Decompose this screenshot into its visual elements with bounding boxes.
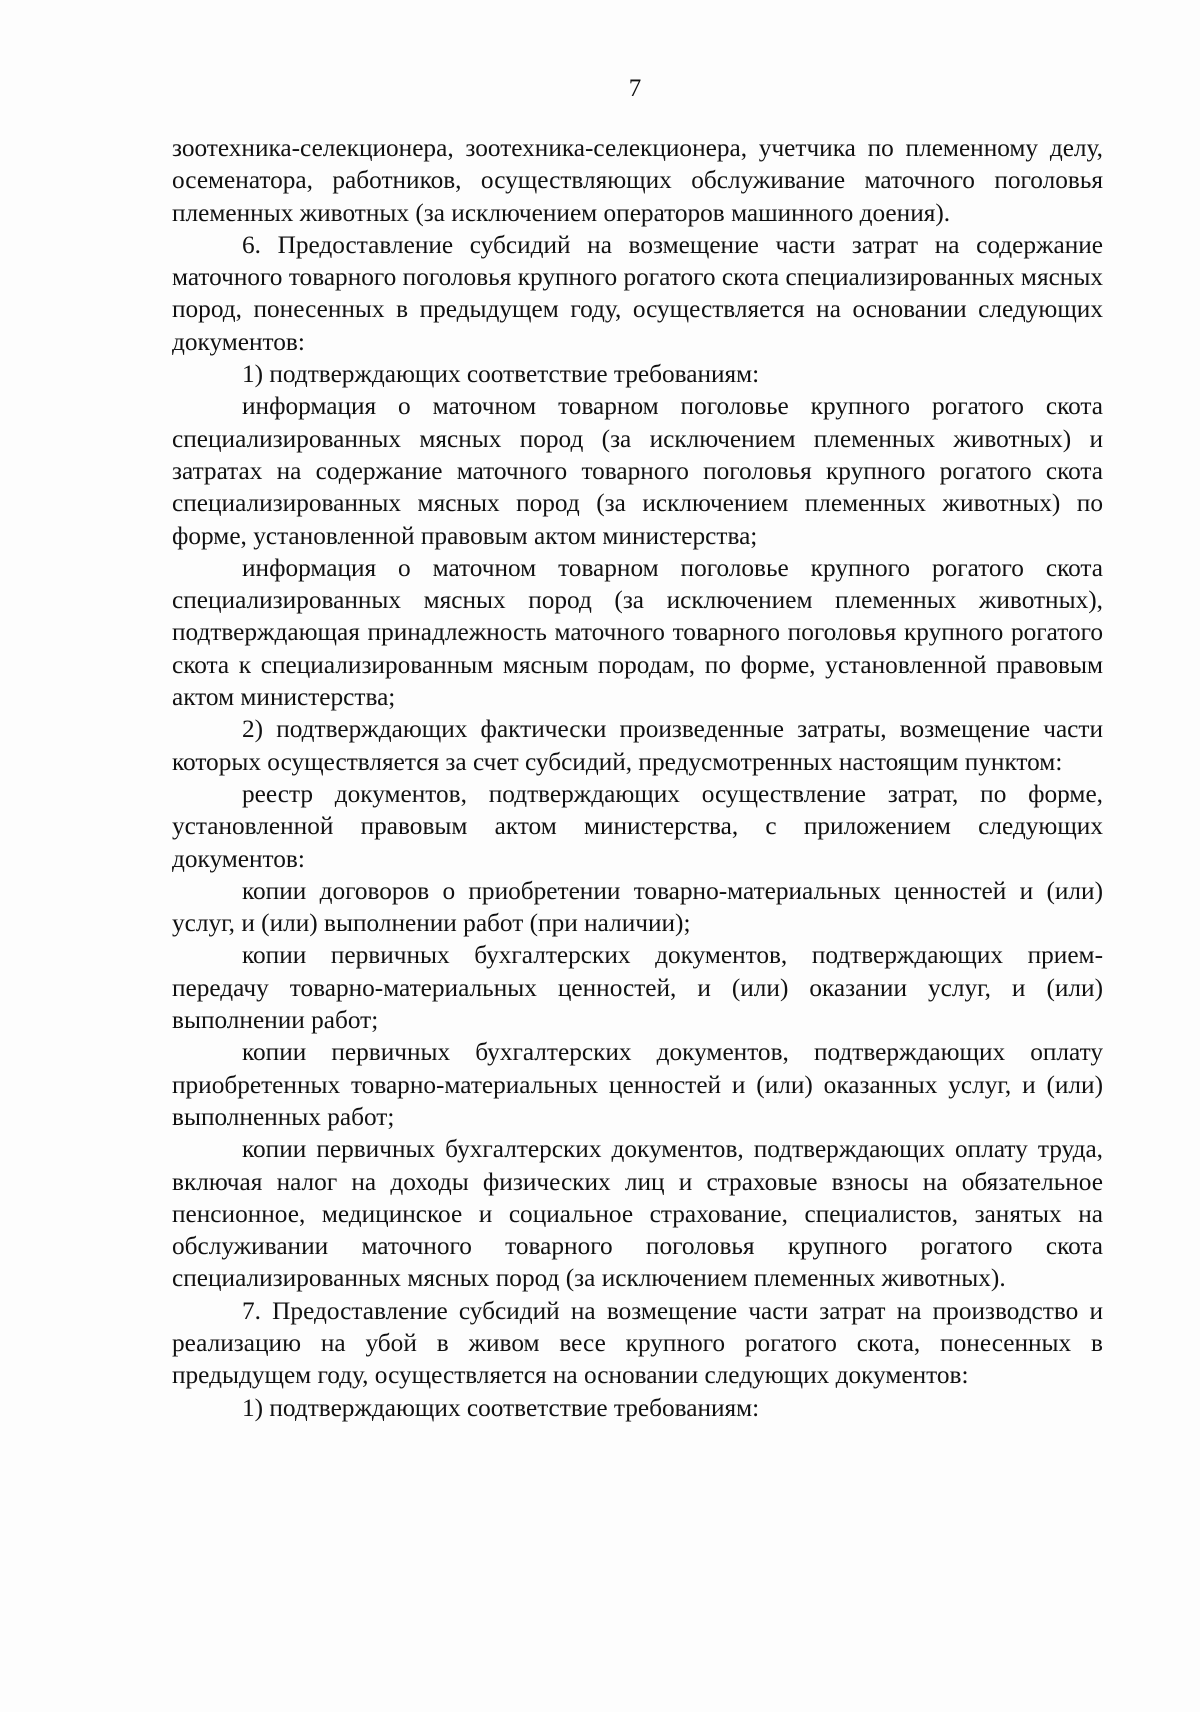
paragraph-salary-docs: копии первичных бухгалтерских документов, подтверждающих оплату труда, включая налог на доходы физических лиц и страховые взносы на обязательное пенсионное, медицинское и социальное страхование, специалистов, занятых на обслуживании маточного товарного поголовья крупного рогатого скота специализированных мясных пород (за исключением племенных животных).: [172, 1135, 1103, 1293]
paragraph-subitem-7-1: 1) подтверждающих соответствие требованиям:: [242, 1393, 760, 1422]
paragraph-transfer-docs: копии первичных бухгалтерских документов, подтверждающих прием-передачу товарно-материальных ценностей, и (или) оказании услуг, и (или) выполнении работ;: [172, 941, 1103, 1035]
paragraph-continuation: зоотехника-селекционера, зоотехника-селекционера, учетчика по племенному делу, осеменатора, работников, осуществляющих обслуживание маточного поголовья племенных животных (за исключением операторов машинного доения).: [172, 134, 1103, 227]
paragraph-contracts: копии договоров о приобретении товарно-материальных ценностей и (или) услуг, и (или) выполнении работ (при наличии);: [172, 876, 1103, 938]
paragraph-info-breed: информация о маточном товарном поголовье крупного рогатого скота специализированных мясных пород (за исключением племенных животных), подтверждающая принадлежность маточного товарного поголовья крупного рогатого скота к специализированным мясным породам, по форме, установленной правовым актом министерства;: [172, 553, 1103, 712]
paragraph-info-costs: информация о маточном товарном поголовье крупного рогатого скота специализированных мясных пород (за исключением племенных животных) и затратах на содержание маточного товарного поголовья крупного рогатого скота специализированных мясных пород (за исключением племенных животных) по форме, установленной правовым актом министерства;: [172, 392, 1103, 550]
page-number: 7: [628, 75, 642, 102]
paragraph-subitem-6-1: 1) подтверждающих соответствие требованиям:: [242, 360, 760, 389]
paragraph-subitem-6-2: 2) подтверждающих фактически произведенные затраты, возмещение части которых осуществляется за счет субсидий, предусмотренных настоящим пунктом:: [172, 715, 1103, 776]
paragraph-item-6: 6. Предоставление субсидий на возмещение части затрат на содержание маточного товарного поголовья крупного рогатого скота специализированных мясных пород, понесенных в предыдущем году, осуществляется на основании следующих документов:: [172, 230, 1103, 356]
paragraph-payment-docs: копии первичных бухгалтерских документов, подтверждающих оплату приобретенных товарно-материальных ценностей и (или) оказанных услуг, и (или) выполненных работ;: [172, 1038, 1103, 1131]
paragraph-registry: реестр документов, подтверждающих осуществление затрат, по форме, установленной правовым актом министерства, с приложением следующих документов:: [172, 779, 1103, 873]
document-body: [172, 132, 1103, 1424]
paragraph-item-7: 7. Предоставление субсидий на возмещение части затрат на производство и реализацию на убой в живом весе крупного рогатого скота, понесенных в предыдущем году, осуществляется на основании следующих документов:: [172, 1296, 1103, 1390]
